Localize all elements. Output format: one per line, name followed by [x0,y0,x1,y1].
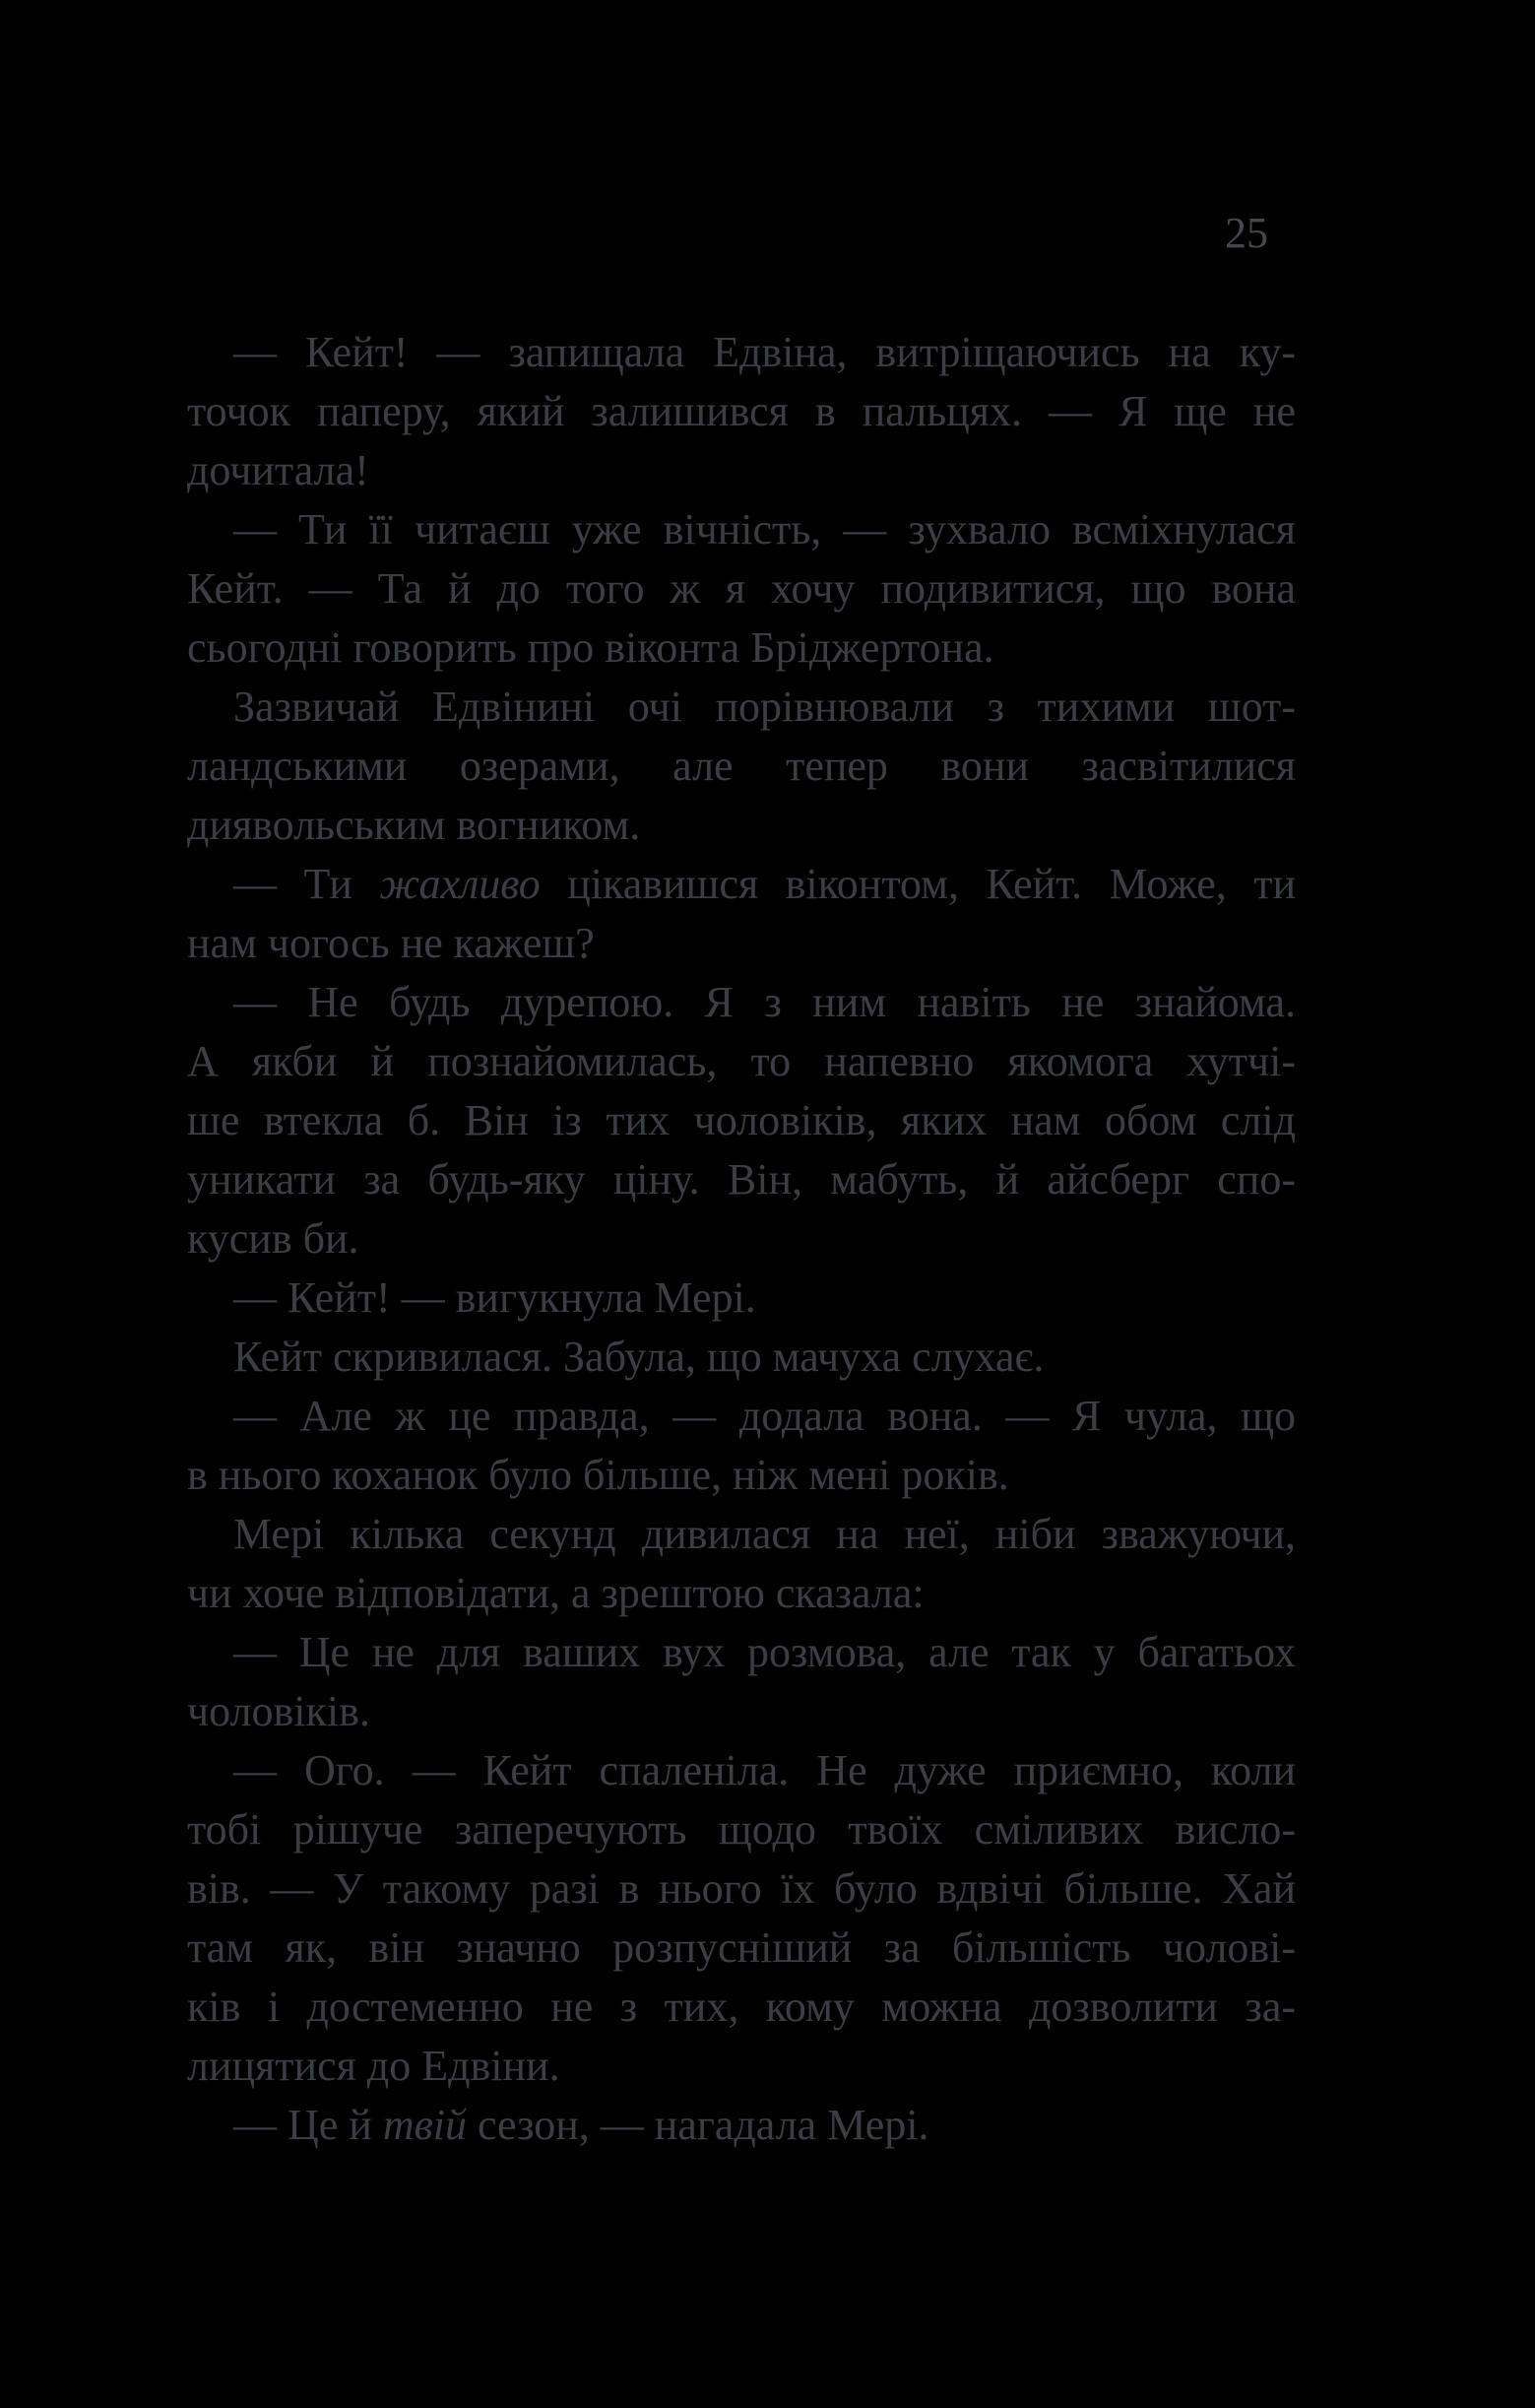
text-segment: — Кейт! — вигукнула Мері. [233,1273,756,1322]
text-segment: — Ти її читаєш уже вічність, — зухвало всміхнулася [233,505,1296,553]
text-segment: — Ти [233,860,380,908]
text-line [187,559,1296,618]
text-line [187,1032,1296,1091]
text-segment: кусив би. [187,1214,359,1263]
text-segment: чи хоче відповідати, а зрештою сказала: [187,1569,925,1617]
text-segment: в нього коханок було більше, ніж мені років. [187,1451,1009,1499]
text-segment: — Але ж це правда, — додала вона. — Я чула, що [233,1392,1296,1440]
text-segment: ків і достеменно не з тих, кому можна дозволити за- [187,1983,1296,2031]
text-line [187,678,1296,737]
text-line [187,1269,1296,1328]
text-line [187,1741,1296,1800]
text-segment: Зазвичай Едвінині очі порівнювали з тихими шот- [233,683,1296,731]
text-line [187,914,1296,973]
text-line [187,382,1296,441]
text-line [187,1623,1296,1682]
text-line [187,1800,1296,1859]
text-segment: — Ого. — Кейт спаленіла. Не дуже приємно, коли [233,1746,1296,1794]
text-segment: цікавишся віконтом, Кейт. Може, ти [540,860,1296,908]
text-segment: лицятися до Едвіни. [187,2042,560,2090]
text-segment: диявольським вогником. [187,801,641,849]
text-line [187,500,1296,559]
italic-text-segment: твій [382,2101,467,2149]
page-number: 25 [1225,209,1268,257]
text-segment: ше втекла б. Він із тих чоловіків, яких нам обом слід [187,1096,1296,1144]
text-line [187,1328,1296,1387]
text-segment: дочитала! [187,446,369,494]
text-line [187,1564,1296,1623]
text-segment: там як, він значно розпусніший за більшість чолові- [187,1923,1296,1972]
text-segment: — Не будь дурепою. Я з ним навіть не знайома. [233,978,1296,1026]
text-line [187,1682,1296,1741]
text-segment: точок паперу, який залишився в пальцях. — Я ще не [187,387,1296,435]
text-segment: тобі рішуче заперечують щодо твоїх сміливих висло- [187,1805,1296,1854]
text-line [187,2037,1296,2096]
text-segment: чоловіків. [187,1687,370,1735]
text-line [187,1446,1296,1505]
text-line [187,1091,1296,1150]
text-segment: Кейт. — Та й до того ж я хочу подивитися, що вона [187,564,1296,613]
text-segment: сьогодні говорить про віконта Бріджертона. [187,623,994,672]
text-segment: Мері кілька секунд дивилася на неї, ніби зважуючи, [233,1510,1296,1558]
text-line [187,1505,1296,1564]
text-line [187,2096,1296,2155]
text-line [187,1919,1296,1978]
text-line [187,1209,1296,1269]
text-line [187,1978,1296,2037]
text-segment: А якби й познайомилась, то напевно якомога хутчі- [187,1037,1296,1085]
italic-text-segment: жахливо [379,860,541,908]
text-line [187,618,1296,678]
text-line [187,796,1296,855]
text-segment: Кейт скривилася. Забула, що мачуха слухає. [233,1333,1045,1381]
text-line [187,1387,1296,1446]
text-segment: — Це не для ваших вух розмова, але так у багатьох [233,1628,1296,1676]
text-line [187,441,1296,500]
text-line [187,973,1296,1032]
text-line [187,855,1296,914]
text-segment: ландськими озерами, але тепер вони засвітилися [187,742,1296,790]
text-line [187,1859,1296,1919]
text-segment: уникати за будь-яку ціну. Він, мабуть, й айсберг спо- [187,1155,1296,1204]
text-segment: сезон, — нагадала Мері. [466,2101,929,2149]
text-line [187,737,1296,796]
text-segment: — Це й [233,2101,383,2149]
text-segment: нам чогось не кажеш? [187,919,595,967]
text-segment: вів. — У такому разі в нього їх було вдвічі більше. Хай [187,1864,1296,1913]
text-line [187,1150,1296,1209]
text-line [187,323,1296,382]
text-block [187,323,1296,2155]
text-segment: — Кейт! — запищала Едвіна, витріщаючись на ку- [233,328,1296,376]
